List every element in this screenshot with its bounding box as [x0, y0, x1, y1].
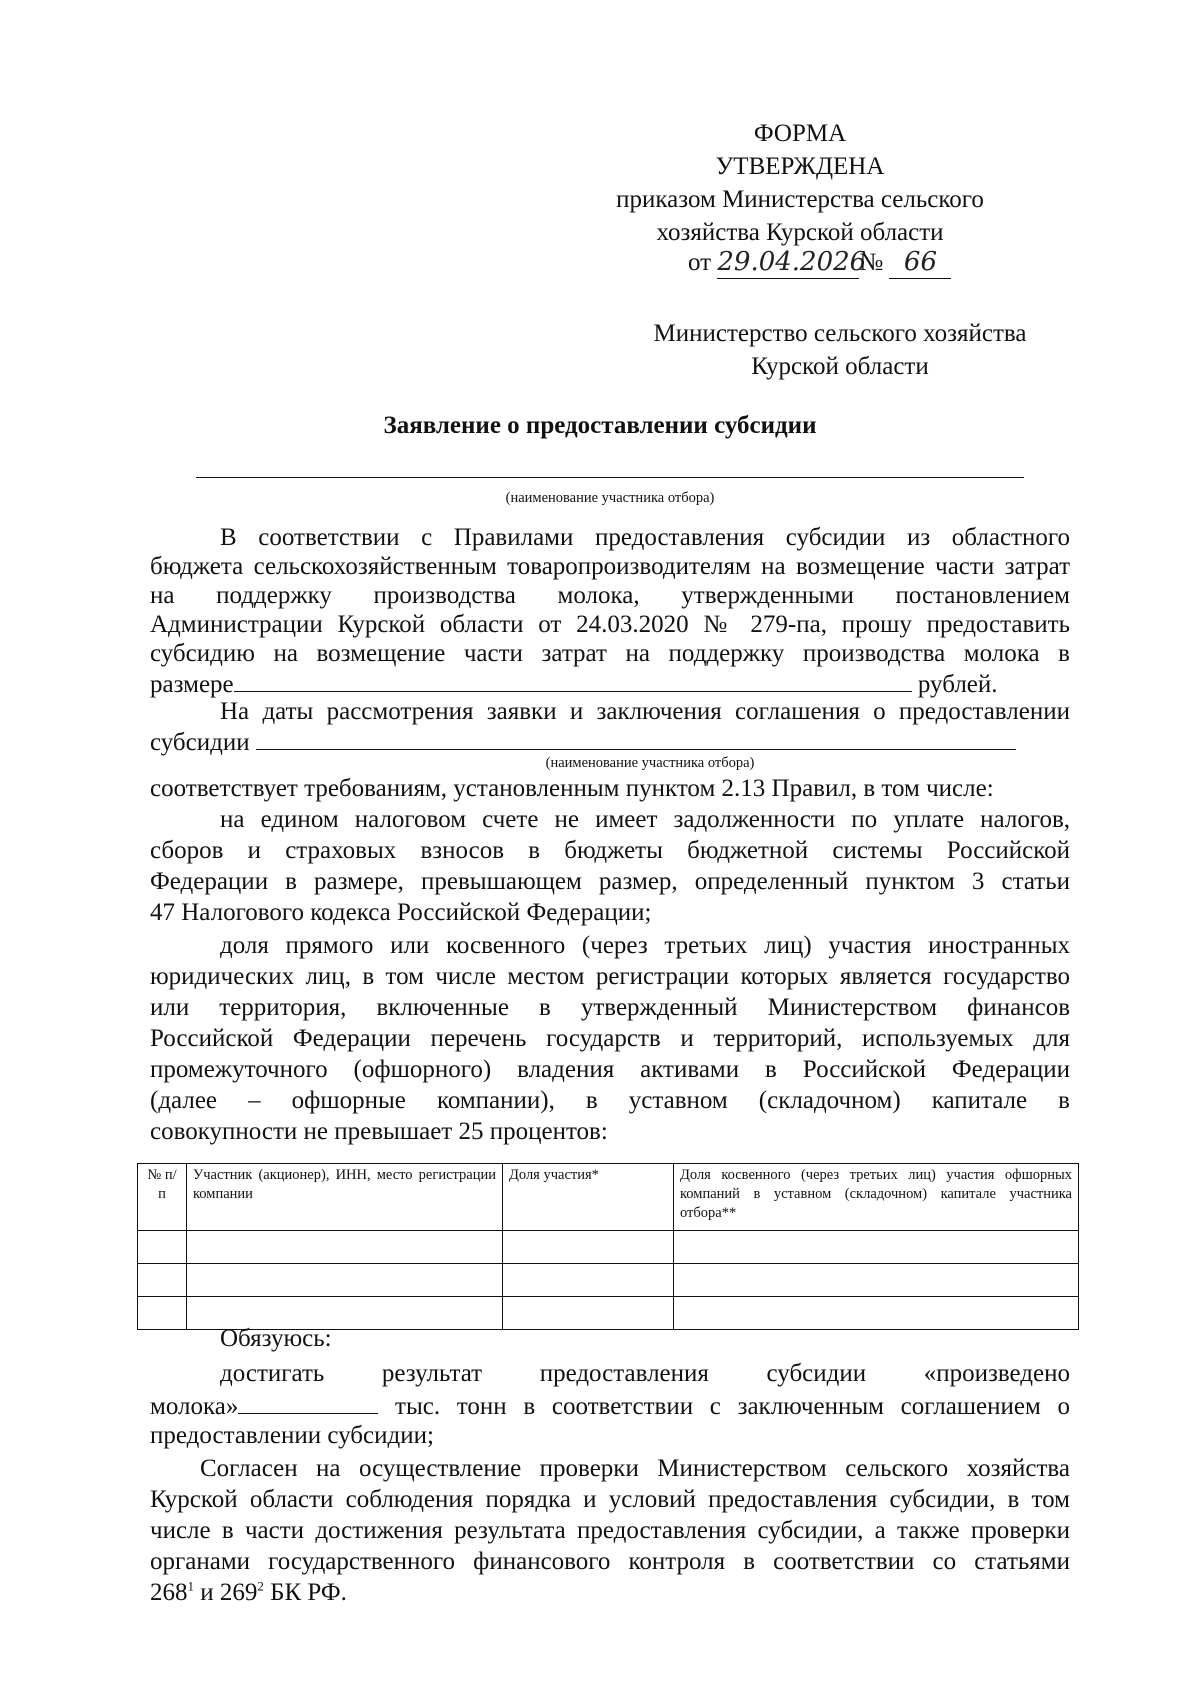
table-cell[interactable] — [503, 1231, 674, 1264]
table-cell[interactable] — [138, 1231, 187, 1264]
table-header-cell: Доля участия* — [503, 1164, 674, 1231]
table-cell[interactable] — [138, 1297, 187, 1330]
para2-line1: На даты рассмотрения заявки и заключения соглашения о предоставлении — [220, 698, 1070, 725]
article-1: 268 — [150, 1579, 188, 1606]
table-cell[interactable] — [187, 1264, 503, 1297]
para4-line5: промежуточного (офшорного) владения активами в Российской Федерации — [150, 1056, 1070, 1083]
addressee-line1: Министерство сельского хозяйства — [653, 320, 1027, 347]
approved-label: УТВЕРЖДЕНА — [715, 153, 885, 180]
from-label: от — [688, 249, 712, 276]
number-label: № — [859, 249, 884, 276]
document-title: Заявление о предоставлении субсидии — [383, 412, 817, 439]
amount-label: размере — [150, 671, 234, 698]
para4-line1: доля прямого или косвенного (через третьих лиц) участия иностранных — [220, 932, 1070, 959]
para1-line1: В соответствии с Правилами предоставления субсидии из областного — [220, 524, 1070, 551]
and-word: и — [200, 1579, 214, 1606]
order-date-line — [688, 246, 988, 280]
commit-line3: предоставлении субсидии; — [150, 1422, 434, 1449]
form-label: ФОРМА — [753, 120, 847, 147]
milk-volume-blank — [238, 1391, 378, 1414]
para3-line3: Федерации в размере, превышающем размер, определенный пунктом 3 статьи — [150, 868, 1070, 895]
amount-blank — [234, 669, 912, 692]
commit-heading: Обязуюсь: — [220, 1325, 332, 1352]
para1-line4: Администрации Курской области от 24.03.2020 № 279-па, прошу предоставить — [150, 611, 1070, 638]
table-cell[interactable] — [138, 1264, 187, 1297]
milk-label: молока» — [150, 1393, 239, 1420]
offshore-share-table — [137, 1163, 1079, 1330]
table-cell[interactable] — [674, 1231, 1079, 1264]
commit-line1: достигать результат предоставления субсидии «произведено — [220, 1360, 1070, 1387]
para1-line2: бюджета сельскохозяйственным товаропроизводителям на возмещение части затрат — [150, 553, 1070, 580]
article-2: 269 — [219, 1579, 258, 1606]
table-header-row — [138, 1164, 1079, 1231]
para1-line6 — [150, 669, 1070, 700]
para1-line3: на поддержку производства молока, утвержденными постановлением — [150, 582, 1070, 609]
para4-line2: юридических лиц, в том числе местом регистрации которых является государство — [150, 963, 1070, 990]
table-cell[interactable] — [674, 1264, 1079, 1297]
table-cell[interactable] — [187, 1231, 503, 1264]
article-1-sup: 1 — [187, 1578, 194, 1594]
handwritten-number: 66 — [889, 246, 951, 279]
commit-line2 — [150, 1391, 1070, 1422]
participant-caption-2: (наименование участника отбора) — [545, 755, 755, 771]
table-header-cell: Доля косвенного (через третьих лиц) участия офшорных компаний в уставном (складочном) капитале участника отбора** — [674, 1164, 1079, 1231]
consent-line2: Курской области соблюдения порядка и условий предоставления субсидии, в том — [150, 1486, 1070, 1513]
addressee-line2: Курской области — [751, 353, 929, 380]
consent-line3: числе в части достижения результата предоставления субсидии, а также проверки — [150, 1517, 1070, 1544]
participant-name-line — [196, 477, 1024, 478]
handwritten-date: 29.04.2026 — [717, 247, 867, 277]
participant-blank-2 — [256, 727, 1016, 750]
table-header-cell: № п/п — [138, 1164, 187, 1231]
para2-line2 — [150, 727, 1070, 758]
milk-unit-text: тыс. тонн в соответствии с заключенным соглашением о — [395, 1393, 1071, 1420]
para2-line3: соответствует требованиям, установленным пунктом 2.13 Правил, в том числе: — [150, 775, 994, 802]
consent-line5 — [150, 1579, 1070, 1608]
para1-line5: субсидию на возмещение части затрат на поддержку производства молока в — [150, 640, 1070, 667]
article-2-sup: 2 — [257, 1578, 264, 1594]
consent-line4: органами государственного финансового контроля в соответствии со статьями — [150, 1548, 1070, 1575]
para4-line4: Российской Федерации перечень государств и территорий, используемых для — [150, 1025, 1070, 1052]
para3-line2: сборов и страховых взносов в бюджеты бюджетной системы Российской — [150, 837, 1070, 864]
subsidy-label: субсидии — [150, 729, 250, 756]
participant-caption: (наименование участника отбора) — [505, 490, 715, 506]
para4-line3: или территория, включенные в утвержденный Министерством финансов — [150, 994, 1070, 1021]
table-header-cell: Участник (акционер), ИНН, место регистрации компании — [187, 1164, 503, 1231]
para4-line7: совокупности не превышает 25 процентов: — [150, 1118, 608, 1145]
amount-unit: рублей. — [917, 671, 998, 698]
table-row — [138, 1264, 1079, 1297]
table-row — [138, 1231, 1079, 1264]
order-line: приказом Министерства сельского — [616, 186, 984, 213]
para3-line1: на едином налоговом счете не имеет задолженности по уплате налогов, — [220, 806, 1070, 833]
ministry-line: хозяйства Курской области — [656, 219, 944, 246]
table-cell[interactable] — [503, 1264, 674, 1297]
para3-line4: 47 Налогового кодекса Российской Федерации; — [150, 899, 652, 926]
para4-line6: (далее – офшорные компании), в уставном (складочном) капитале в — [150, 1087, 1070, 1114]
consent-line1: Согласен на осуществление проверки Министерством сельского хозяйства — [200, 1455, 1070, 1482]
budget-code: БК РФ. — [270, 1579, 347, 1606]
